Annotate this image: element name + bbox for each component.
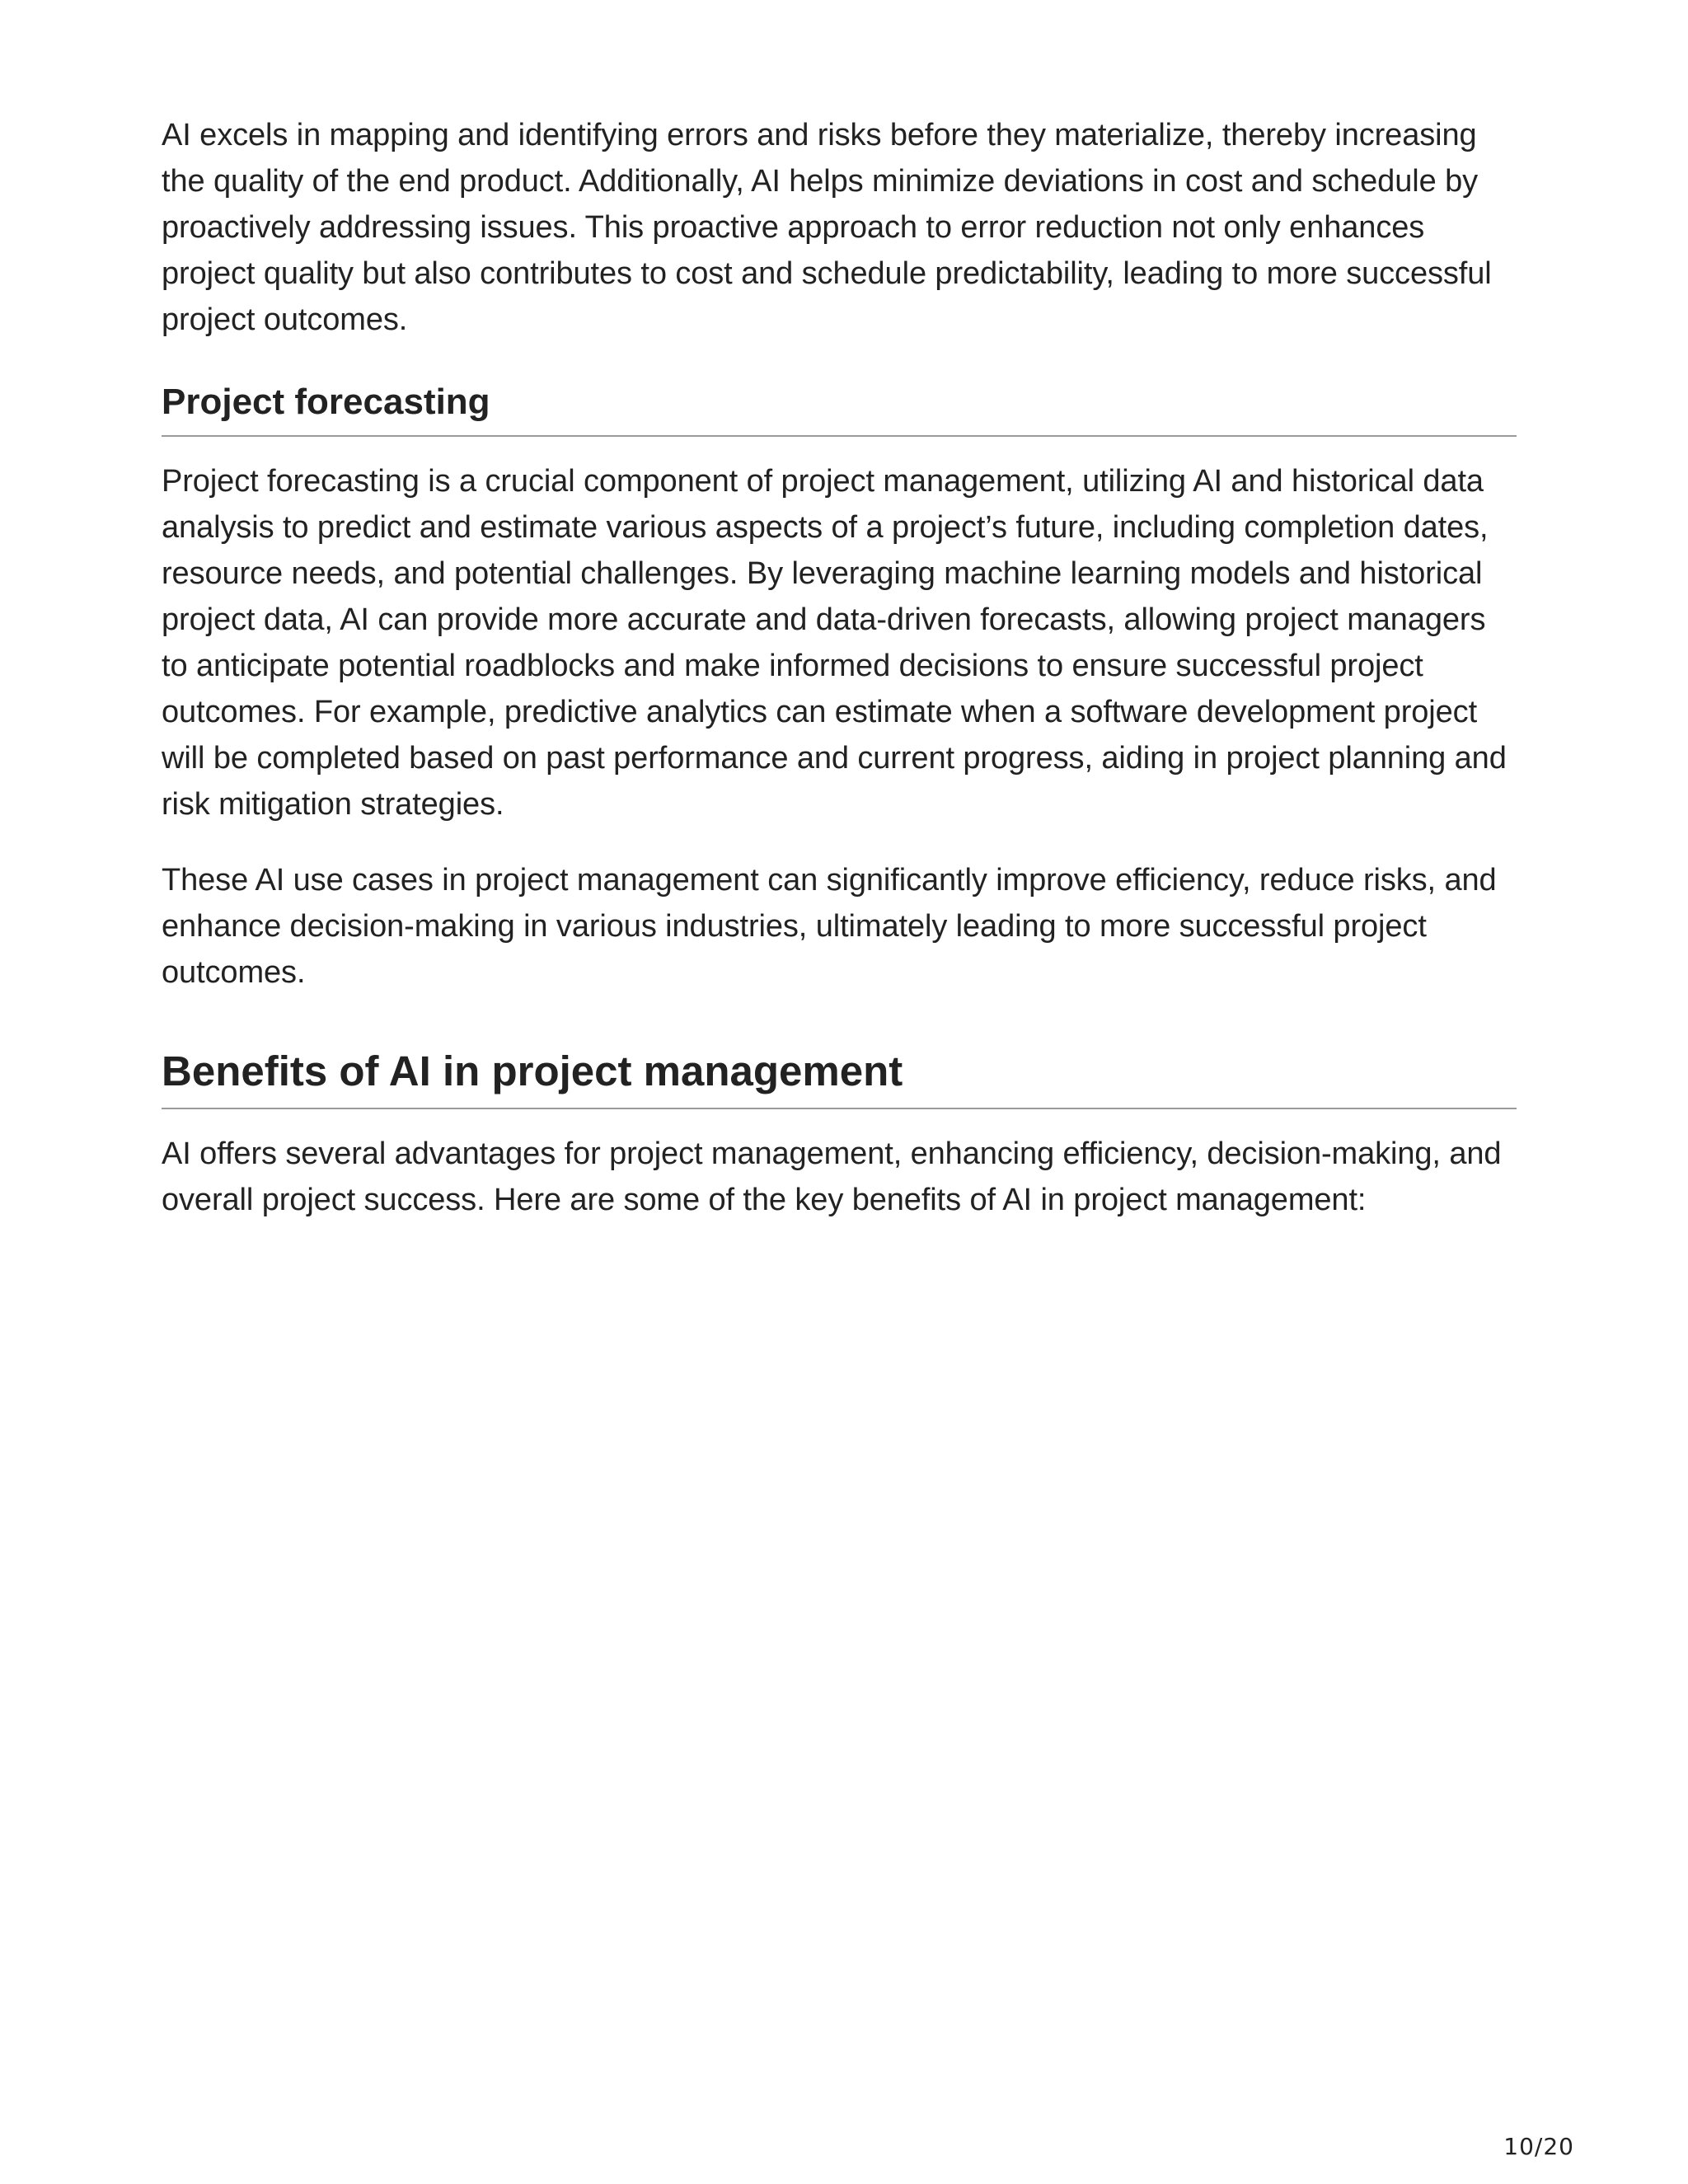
page-number: 10/20 [1503, 2133, 1574, 2160]
benefits-heading: Benefits of AI in project management [162, 1047, 1517, 1109]
forecasting-paragraph: Project forecasting is a crucial component of project management, utilizing AI and historical data analysis to predict and estimate various aspects of a project’s future, including completion dates, resource needs, and potential challenges. By leveraging machine learning models and historical project data, AI can provide more accurate and data-driven forecasts, allowing project managers to anticipate potential roadblocks and make informed decisions to ensure successful project outcomes. For example, predictive analytics can estimate when a software development project will be completed based on past performance and current progress, aiding in project planning and risk mitigation strategies. [162, 464, 1507, 822]
benefits-paragraph: AI offers several advantages for project management, enhancing efficiency, decision-making, and overall project success. Here are some of the key benefits of AI in project management: [162, 1137, 1502, 1217]
benefits-section [162, 1131, 1517, 1223]
project-forecasting-heading: Project forecasting [162, 379, 1517, 437]
summary-paragraph: These AI use cases in project management can significantly improve efficiency, reduce risks, and enhance decision-making in various industries, ultimately leading to more successful project outcomes. [162, 863, 1497, 990]
article-content [162, 112, 1517, 1223]
project-forecasting-section [162, 458, 1517, 996]
intro-paragraph: AI excels in mapping and identifying errors and risks before they materialize, thereby increasing the quality of the end product. Additionally, AI helps minimize deviations in cost and schedule by proactively addressing issues. This proactive approach to error reduction not only enhances project quality but also contributes to cost and schedule predictability, leading to more successful project outcomes. [162, 118, 1492, 337]
